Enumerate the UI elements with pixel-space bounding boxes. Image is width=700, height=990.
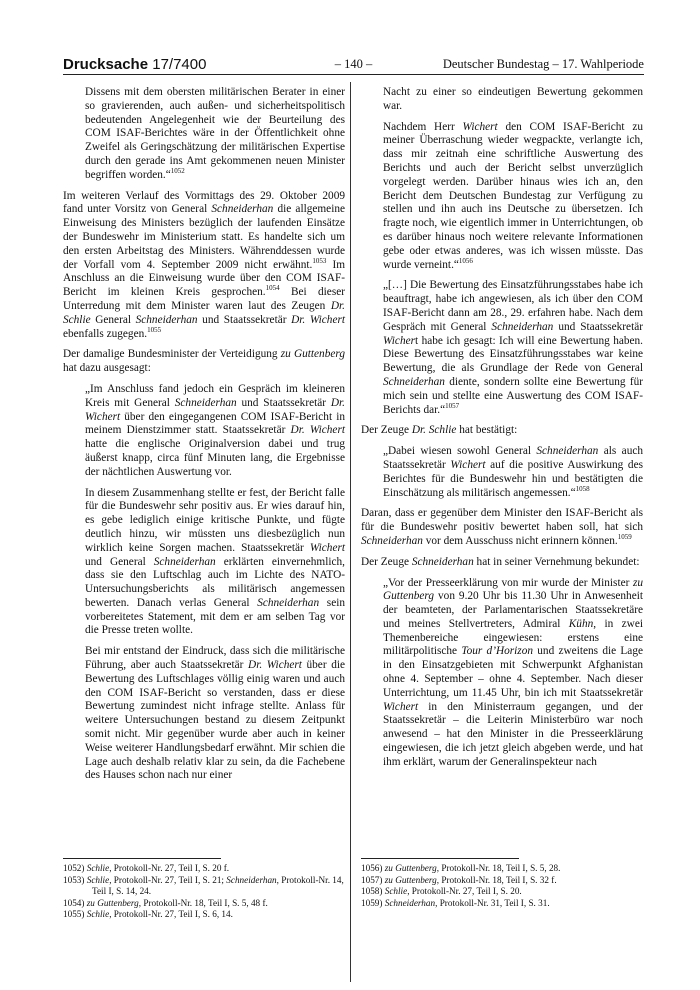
footnotes-left <box>63 858 345 921</box>
quote-paragraph: „Dabei wiesen sowohl General Schneiderhan als auch Staatssekretär Wichert auf die positive Auswirkung des Berichtes für die Bundeswehr hin und bestätigten die Einschätzung als militärisch angemessen.“$^{1058}$ <box>383 445 644 499</box>
footnote: 1055) Schlie, Protokoll-Nr. 27, Teil I, S. 6, 14. <box>63 909 233 920</box>
quote-paragraph: „Im Anschluss fand jedoch ein Gespräch im kleineren Kreis mit General Schneiderhan und Staatssekretär Dr. Wichert über den eingegangenen COM ISAF-Bericht in meinem Dienstzimmer statt. Staatssekretär Dr. Wichert hatte die englische Originalversion dabei und trug äußerst knapp, circa fünf Minuten lang, die Ergebnisse der nächtlichen Auswertung vor. <box>85 382 345 478</box>
page-number: – 140 – <box>334 57 373 71</box>
footnote-rule <box>361 858 519 859</box>
quote-paragraph: Nachdem Herr Wichert den COM ISAF-Bericht zu meiner Überraschung wieder wegpackte, verlangte ich, dass mir zeitnah eine schriftliche Auswertung des Berichts und auch der Bericht selbst unverzüglich vorgelegt werden. Darüber hinaus wies ich an, den Bericht dem Deutschen Bundestag zur Verfügung zu stellen und ihn auch ins Deutsche zu übersetzen. Ich fragte noch, wie eigentlich immer in Unterrichtungen, ob es darüber hinaus noch weitere relevante Informationen gebe oder etwas anderes, was ich wissen müsste. Das wurde verneint.“$^{1056}$ <box>383 120 643 271</box>
column-divider <box>350 82 351 982</box>
footnote-ref: 1053 <box>312 256 327 265</box>
footnote-ref: 1055 <box>147 325 162 334</box>
footnote: 1057) zu Guttenberg, Protokoll-Nr. 18, Teil I, S. 32 f. <box>361 874 557 885</box>
quote-paragraph: Nacht zu einer so eindeutigen Bewertung gekommen war. <box>383 86 643 112</box>
quote-paragraph: „Vor der Presseerklärung von mir wurde der Minister zu Guttenberg von 9.20 Uhr bis 11.30 Uhr in Anwesenheit der beamteten, der Parlamentarischen Staatssekretäre und meines Stellvertreters, Admiral Kühn, in zwei Themenbereiche eingewiesen: erstens eine militärpolitische Tour d’Horizon und zweitens die Lage in den Einsatzgebieten mit Schwerpunkt Afghanistan ohne 4. September – ohne 4. September. Nach dieser Unterrichtung, um 11.45 Uhr, bin ich mit Staatssekretär Wichert in den Ministerraum gegangen, und der Staatssekretär – die Leiterin Ministerbüro war noch anwesend – hat den Minister in die Presseerklärung eingewiesen, die ich jetzt gleich abgeben werde, und hat ihm erklärt, warum der Generalinspekteur nach <box>383 576 643 768</box>
paragraph: Der damalige Bundesminister der Verteidigung zu Guttenberg hat dazu ausgesagt: <box>63 348 345 375</box>
footnotes-right <box>361 858 643 909</box>
footnote: 1059) Schneiderhan, Protokoll-Nr. 31, Teil I, S. 31. <box>361 897 550 908</box>
footnote: 1053) Schlie, Protokoll-Nr. 27, Teil I, S. 21; Schneiderhan, Protokoll-Nr. 14, Teil I, S. 14, 24. <box>63 874 344 897</box>
paragraph: Im weiteren Verlauf des Vormittags des 29. Oktober 2009 fand unter Vorsitz von General Schneiderhan die allgemeine Einweisung des Ministers bezüglich der laufenden Einsätze der Bundeswehr im Ministerium statt. Es handelte sich um den ersten Arbeitstag des Ministers. Währenddessen wurde der Vorfall vom 4. September 2009 nicht erwähnt.$^{1053}$ Im Anschluss an die Einweisung wurde über den COM ISAF-Bericht im kleinen Kreis gesprochen.$^{1054}$ Bei dieser Unterredung mit dem Minister waren laut des Zeugen Dr. Schlie General Schneiderhan und Staatssekretär Dr. Wichert ebenfalls zugegen.$^{1055}$ <box>63 189 345 340</box>
footnote-ref: 1058 <box>575 484 590 493</box>
right-column <box>361 86 643 777</box>
page-header <box>63 40 644 74</box>
quote-paragraph: In diesem Zusammenhang stellte er fest, der Bericht falle für die Bundeswehr sehr positiv aus. Er wies darauf hin, es gebe lediglich einige kritische Punkte, und fügte deutlich hinzu, wir müssten uns diesbezüglich nun wirklich keine Sorgen machen. Staatssekretär Wichert und General Schneiderhan erklärten einvernehmlich, dass sie den Luftschlag auch im Lichte des NATO-Untersuchungsberichts als militärisch angemessen bewerten. Danach verlas General Schneiderhan sein vorbereitetes Statement, mit dem er am selben Tag vor die Presse treten wollte. <box>85 486 345 637</box>
footnote-ref: 1056 <box>458 256 473 265</box>
footnote-ref: 1059 <box>617 533 632 542</box>
footnote-rule <box>63 858 221 859</box>
drucksache-number: Drucksache 17/7400 <box>63 56 207 73</box>
header-rule <box>63 74 644 75</box>
quote-paragraph: Dissens mit dem obersten militärischen Berater in einer so gravierenden, auch außen- und sicherheitspolitisch bedeutenden Angelegenheit wie der Beurteilung des COM ISAF-Berichtes wäre in der Öffentlichkeit ohne Zweifel als Geringschätzung der militärischen Expertise durch den gerade ins Amt gekommenen neuen Minister begriffen worden.“$^{1052}$ <box>85 86 345 181</box>
paragraph: Daran, dass er gegenüber dem Minister den ISAF-Bericht als für die Bundeswehr positiv bewertet haben soll, hat sich Schneiderhan vor dem Ausschuss nicht erinnern können.$^{1059}$ <box>361 507 643 547</box>
bundestag-label: Deutscher Bundestag – 17. Wahlperiode <box>442 57 644 71</box>
footnote: 1058) Schlie, Protokoll-Nr. 27, Teil I, S. 20. <box>361 886 522 897</box>
footnote: 1054) zu Guttenberg, Protokoll-Nr. 18, Teil I, S. 5, 48 f. <box>63 897 268 908</box>
paragraph: Der Zeuge Dr. Schlie hat bestätigt: <box>361 424 518 437</box>
quote-paragraph: Bei mir entstand der Eindruck, dass sich die militärische Führung, aber auch Staatssekretär Dr. Wichert über die Bewertung des Luftschlages völlig einig waren und auch den COM ISAF-Bericht so verstanden, dass er diese Bewertung zumindest nicht infrage stellte. Anlass für weitere Untersuchungen bestand zu diesem Zeitpunkt somit nicht. Mir gegenüber wurde aber auch in keiner Weise weiterer Handlungsbedarf erwähnt. Mir schien die Lage auch deshalb relativ klar zu sein, da die Fachebene des Hauses schon nach nur einer <box>85 645 345 782</box>
footnote-ref: 1054 <box>265 284 280 293</box>
quote-paragraph: „[…] Die Bewertung des Einsatzführungsstabes habe ich beauftragt, habe ich angewiesen, als ich über den COM ISAF-Bericht dann am 28., 29. erfahren habe. Nach dem Gespräch mit General Schneiderhan und Staatssekretär Wichert habe ich gesagt: Ich will eine Bewertung haben. Diese Bewertung des Einsatzführungsstabes war keine Bewertung, die als Grundlage der Rede von General Schneiderhan diente, sondern sollte eine Bewertung für mich sein und stellte eine Auswertung des COM ISAF-Berichts dar.“$^{1057}$ <box>383 279 643 416</box>
paragraph: Der Zeuge Schneiderhan hat in seiner Vernehmung bekundet: <box>361 555 640 568</box>
left-column <box>63 86 345 790</box>
footnote-ref: 1052 <box>170 167 185 176</box>
footnote: 1056) zu Guttenberg, Protokoll-Nr. 18, Teil I, S. 5, 28. <box>361 863 561 873</box>
footnote: 1052) Schlie, Protokoll-Nr. 27, Teil I, S. 20 f. <box>63 863 230 873</box>
footnote-ref: 1057 <box>445 401 460 410</box>
